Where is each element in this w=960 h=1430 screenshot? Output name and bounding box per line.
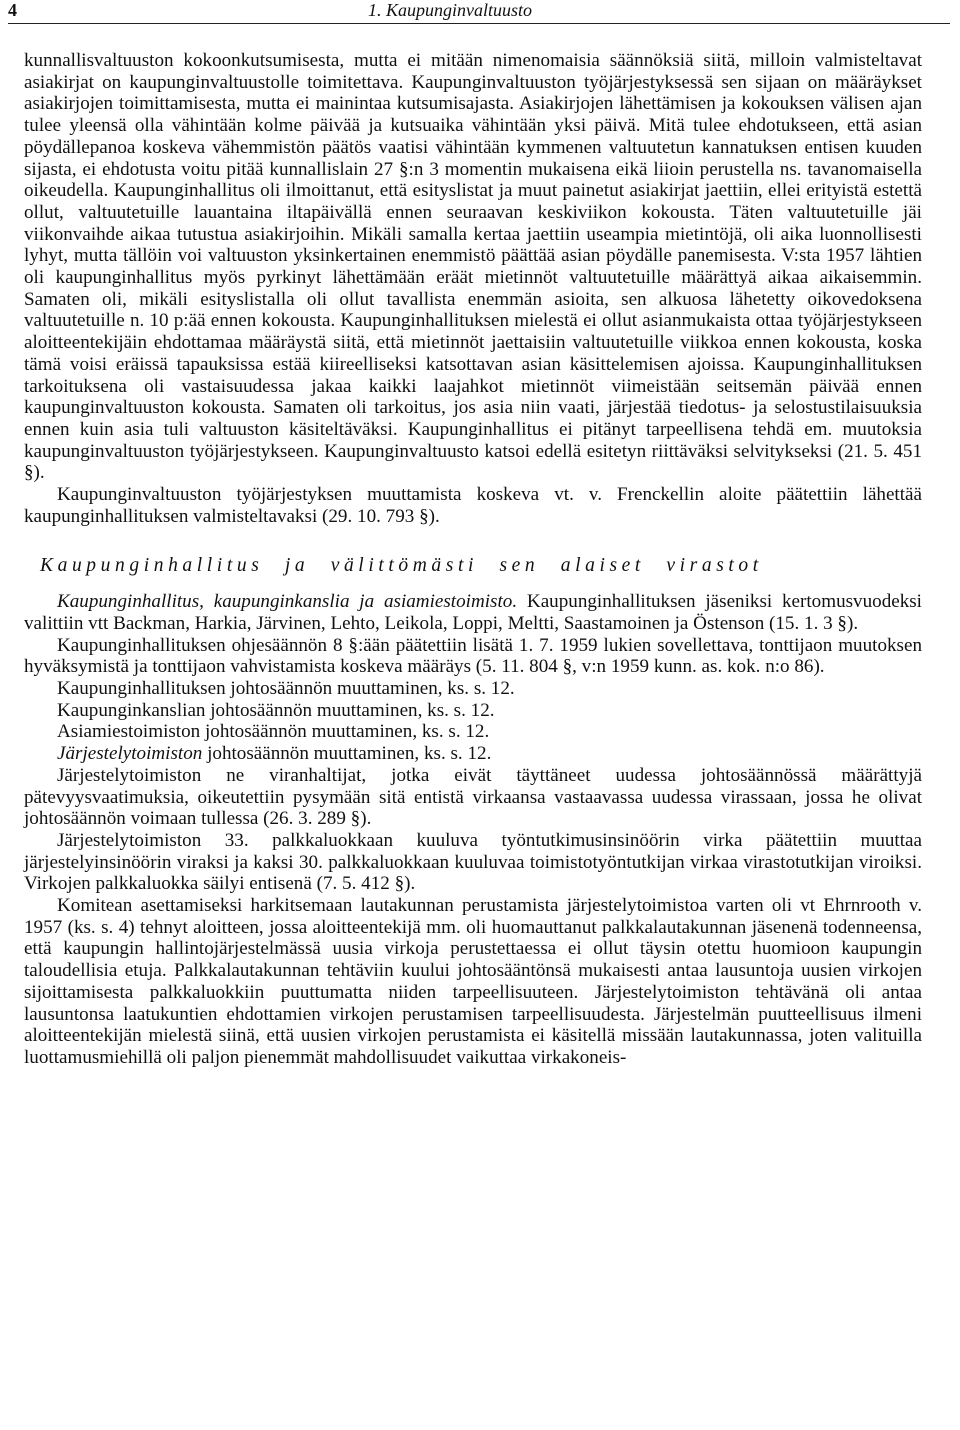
paragraph-chancery-bylaw: Kaupunginkanslian johtosäännön muuttaminen, ks. s. 12. xyxy=(57,699,495,721)
paragraph-qualifications: Järjestelytoimiston ne viranhaltijat, jotka eivät täyttäneet uudessa johtosäännössä määrättyjä pätevyysvaatimuksia, oikeutettiin pysymään sitä entistä virkaansa vastaavassa uudessa virassaan, jossa he olivat johtosäännön voimaan tullessa (26. 3. 289 §). xyxy=(24,764,922,830)
paragraph-salary-classes: Järjestelytoimiston 33. palkkaluokkaan kuuluva työntutkimusinsinöörin virka päätettiin muuttaa järjestelyinsinöörin viraksi ja kaksi 30. palkkaluokkaan kuuluvaa toimistotyöntutkijan virkaa virastotutkijan viroiksi. Virkojen palkkaluokka säilyi entisenä (7. 5. 412 §). xyxy=(24,829,922,895)
paragraph-committee-initiative: Komitean asettamiseksi harkitsemaan lautakunnan perustamista järjestelytoimistoa varten oli vt Ehrnrooth v. 1957 (ks. s. 4) tehnyt aloitteen, jossa aloitteentekijä mm. oli huomauttanut palkkalautakunnan jäsenenä todenneensa, että kaupungin hallintojärjestelmässä uusia virkoja perustettaessa ei ollut täysin otettu huomioon kaupungin taloudellisia etuja. Palkkalautakunnan tehtäviin kuului johtosääntönsä mukaisesti antaa lausuntoja uusien virkojen sijoittamisesta palkkaluokkiin puuttumatta niiden tarpeellisuuteen. Järjestelytoimiston tehtävänä oli antaa lausuntonsa laatukuntien ehdottamien virkojen perustamisen tarpeellisuudesta. Järjestelmän puutteellisuus ilmeni aloitteentekijän mielestä siinä, että uusien virkojen perustamista ei käsitellä missään lautakunnassa, joten valituilla luottamusmiehillä oli paljon pienemmät mahdollisuudet vaikuttaa virkakoneis- xyxy=(24,895,922,1068)
runin-title-organisation: Järjestelytoimiston xyxy=(57,743,203,765)
paragraph-attorney-bylaw: Asiamiestoimiston johtosäännön muuttaminen, ks. s. 12. xyxy=(57,721,490,743)
section-heading: Kaupunginhallitus ja välittömästi sen alaiset virastot xyxy=(40,555,763,577)
paragraph-organisation-bylaw xyxy=(24,743,922,765)
page-number: 4 xyxy=(8,0,17,20)
runin-title: Kaupunginhallitus, kaupunginkanslia ja asiamiestoimisto. xyxy=(57,591,518,613)
paragraph-bylaw-8: Kaupunginhallituksen ohjesäännön 8 §:ään päätettiin lisätä 1. 7. 1959 lukien sovellettava, tonttijaon muutoksen hyväksymistä ja tonttijaon vahvistamista koskeva määräys (5. 11. 804 §, v:n 1959 kunn. as. kok. n:o 86). xyxy=(24,634,922,678)
page-header xyxy=(8,0,950,24)
paragraph-board-members-text: Kaupunginhallituksen jäseniksi kertomusvuodeksi valittiin vtt Backman, Harkia, Järvinen, Lehto, Leikola, Loppi, Meltti, Saastamoinen ja Östenson (15. 1. 3 §). xyxy=(24,591,922,634)
paragraph-organisation-bylaw-text: johtosäännön muuttaminen, ks. s. 12. xyxy=(202,743,492,765)
body-text xyxy=(24,50,922,1069)
paragraph-frenckell-initiative: Kaupunginvaltuuston työjärjestyksen muuttamista koskeva vt. v. Frenckellin aloite päätettiin lähettää kaupunginhallituksen valmisteltavaksi (29. 10. 793 §). xyxy=(24,484,922,527)
header-rule xyxy=(8,23,950,24)
paragraph-board-members xyxy=(24,591,922,634)
running-head: 1. Kaupunginvaltuusto xyxy=(368,0,533,20)
paragraph-continued: kunnallisvaltuuston kokoonkutsumisesta, mutta ei mitään nimenomaisia säännöksiä siitä, milloin valmisteltavat asiakirjat on kaupunginvaltuustolle toimitettava. Kaupunginvaltuuston työjärjestyksessä sen sijaan on määräykset asiakirjojen toimittamisesta, mutta ei mainintaa kutsumisajasta. Asiakirjojen lähettämisen ja kokouksen välisen ajan tulee yleensä olla vähintään kolme päivää ja kutsuaika vähintään yksi päivä. Mitä tulee ehdotukseen, että asian pöydällepanoa koskeva vähemmistön päätös vaatisi vähintään kymmenen valtuutetun kannatuksen entisen kuuden sijasta, ei ehdotusta voitu pitää kunnallislain 27 §:n 3 momentin mukaisena eikä liioin perustella ns. tavanomaisella oikeudella. Kaupunginhallitus oli ilmoittanut, että esityslistat ja muut painetut asiakirjat jaettiin, ellei erityistä estettä ollut, valtuutetuille lauantaina iltapäivällä ennen seuraavan keskiviikon kokousta. Täten valtuutetuille jäi viikonvaihde aikaa tutustua asiakirjoihin. Mikäli samalla kertaa jaettiin useampia mietintöjä, oli aika luonnollisesti lyhyt, mutta tällöin voi valtuuston yksinkertainen enemmistö päättää asian pöydälle panemisesta. V:sta 1957 lähtien oli kaupunginhallitus myös pyrkinyt lähettämään eräät mietinnöt valtuutetuille määrättyä aikaa aikaisemmin. Samaten oli, mikäli esityslistalla oli ollut tavallista enemmän asioita, sen alkuosa lähetetty oikovedoksena valtuutetuille n. 10 p:ää ennen kokousta. Kaupunginhallituksen mielestä ei ollut asianmukaista ottaa työjärjestykseen aloitteentekijäin ehdottamaa määräystä siitä, että mietinnöt jaettaisiin valtuutetuille viikkoa ennen kokousta, koska tämä voisi eräissä tapauksissa estää kiireelliseksi katsottavan asian käsittelemisen ajoissa. Kaupunginhallituksen tarkoituksena oli vastaisuudessa jakaa kaikki laajahkot mietinnöt viimeistään seitsemän päivää ennen kaupunginvaltuuston kokousta. Samaten oli tarkoitus, jos asia niin vaati, järjestää tiedotus- ja selostustilaisuuksia ennen kuin asia tuli valtuuston käsiteltäväksi. Kaupunginhallitus ei pitänyt tarpeellisena tehdä em. muutoksia kaupunginvaltuuston työjärjestykseen. Kaupunginvaltuusto katsoi edellä esitetyn riittäväksi selvitykseksi (21. 5. 451 §). xyxy=(24,50,922,484)
paragraph-board-bylaw: Kaupunginhallituksen johtosäännön muuttaminen, ks. s. 12. xyxy=(57,677,515,699)
